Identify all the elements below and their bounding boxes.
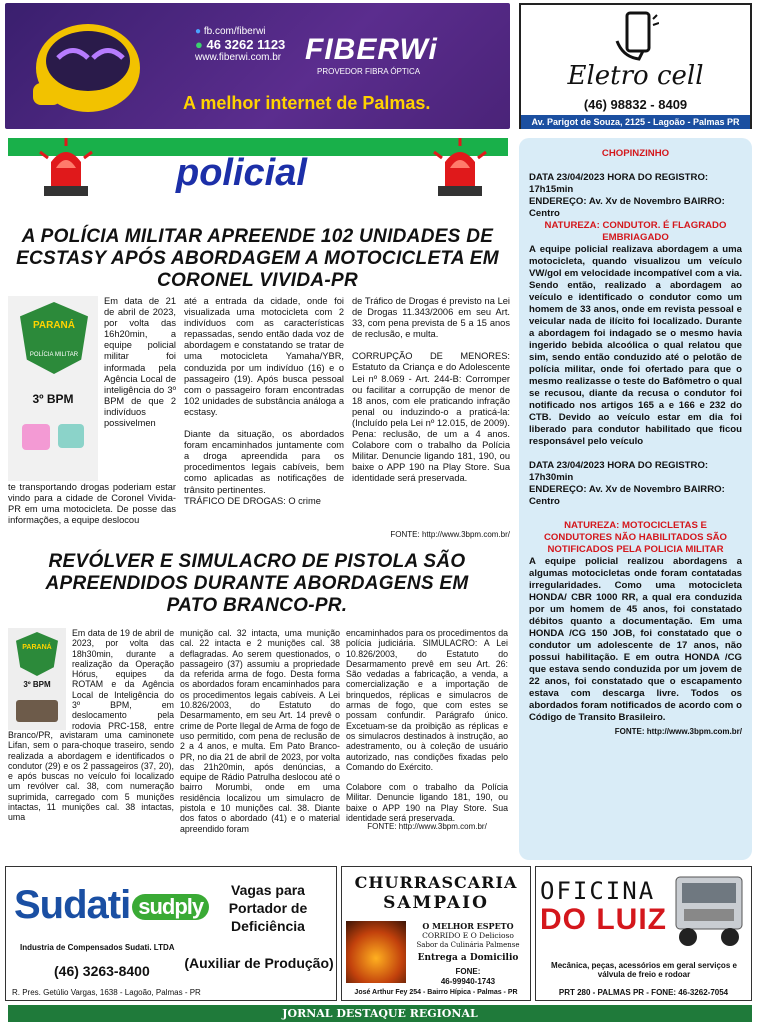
sudati-logo — [14, 883, 209, 928]
oficina-ad — [535, 866, 752, 1001]
section-title: policial — [176, 152, 307, 194]
article1-col3 — [352, 296, 510, 496]
pm-badge-icon — [20, 302, 88, 374]
sidebar-reports — [519, 138, 752, 860]
article1-photo — [8, 296, 98, 481]
article1-col2 — [184, 296, 344, 518]
sudati-phone: (46) 3263-8400 — [54, 963, 150, 979]
pm-badge-icon — [16, 632, 58, 676]
fiberwi-site: www.fiberwi.com.br — [195, 52, 282, 63]
whatsapp-icon: ● — [195, 37, 203, 52]
fiberwi-brand: FIBERWi — [305, 33, 438, 66]
churrascaria-line3: Sabor da Culinária Palmense — [416, 941, 520, 949]
oficina-title1: OFICINA — [540, 877, 656, 905]
revolver-image — [16, 700, 58, 722]
report2-date: DATA 23/04/2023 HORA DO REGISTRO: 17h30min — [529, 460, 709, 483]
badge-state-label: PARANÁ — [22, 644, 52, 651]
mascot-icon — [13, 13, 163, 123]
article1-col1-wrap: Em data de 21 de abril de 2023, por volta das 16h20min, a equipe policial militar foi informada pela Agência Local de inteligência do 3º BPM de que 2 indivíduos possivelmen — [104, 296, 176, 429]
churrascaria-address: José Arthur Fey 254 - Bairro Hípica - Palmas - PR — [354, 989, 518, 996]
facebook-icon: ● — [195, 26, 202, 37]
section-banner — [8, 138, 508, 204]
article2-photo — [8, 628, 66, 730]
article2-col2: munição cal. 32 intacta, uma munição cal. 22 intacta e 2 munições cal. 38 deflagradas. Ao serem questionados, o passageiro (37) assumiu a propriedade da referida arma de fogo. Desta forma os abordados foram encaminhados para os procedimentos legais cabíveis. A Lei 10.826/2003, do Estatuto do Desarmamento, em seu Art. 14 prevê o crime de Porte Ilegal de Arma de fogo de uso permitido, com pena de reclusão de 2 a 4 anos, e multa. Em Pato Branco-PR, no dia 21 de abril de 2023, por volta das 21h20min, após denúncias, a equipe de Rádio Patrulha deslocou até o bairro Morumbi, onde em uma residência localizou um simulacro de pistola e 10 munições cal. 38. Diante dos fatos o abordado (41) e o material apreendido foram — [180, 628, 340, 834]
report2-text: A equipe policial realizou abordagens a algumas motocicletas onde foram contatadas irregularidades. Como uma motocicleta HONDA/ CBR 1000 RR, a qual era conduzida por um homem de 45 anos, foi constatado débitos quanto a documentação. Em uma HONDA /CG 150 JOB, foi constatado que o condutor um adolescente de 17 anos, não possui habilitação. E em outra HONDA /CG que estava sendo conduzida por um jovem de 22 anos, foi constatado que o escapamento estava com descarga livre. Todos os abordados foram notificados de acordo com o Código de Transito Brasileiro. — [529, 556, 742, 723]
report1-address: ENDEREÇO: Av. Xv de Novembro BAIRRO: Centro — [529, 196, 725, 219]
sudati-ad — [5, 866, 337, 1001]
oficina-footer: PRT 280 - PALMAS PR - FONE: 46-3262-7054 — [558, 988, 729, 997]
article2-col3-p2: Colabore com o trabalho da Polícia Militar. Denuncie ligando 181, 190, ou baixe o APP 190 na Play Store. Sua identidade será preservada. — [346, 782, 508, 824]
eletro-cell-ad — [519, 3, 752, 129]
siren-right-icon — [430, 138, 490, 200]
unit-label: 3º BPM — [23, 680, 51, 689]
drug-bag-2 — [58, 424, 84, 448]
article1-headline: A POLÍCIA MILITAR APREENDE 102 UNIDADES DE ECSTASY APÓS ABORDAGEM A MOTOCICLETA EM CORONEL VIVIDA-PR — [16, 226, 499, 291]
sidebar-city: CHOPINZINHO — [601, 148, 670, 159]
badge-corp-label: POLÍCIA MILITAR — [29, 352, 79, 358]
article1-col2-p3: TRÁFICO DE DROGAS: O crime — [184, 495, 321, 506]
sudply-badge: sudply — [132, 894, 209, 920]
sudati-company: Industria de Compensados Sudati. LTDA — [20, 943, 175, 952]
oficina-title2: DO LUIZ — [540, 903, 667, 936]
drug-bag-1 — [22, 424, 50, 450]
article1-source: FONTE: http://www.3bpm.com.br/ — [390, 530, 510, 539]
eletro-cell-phone: (46) 98832 - 8409 — [583, 97, 688, 112]
barbecue-image — [346, 921, 406, 983]
fiberwi-slogan: A melhor internet de Palmas. — [183, 93, 431, 113]
sidebar-source: FONTE: http://www.3bpm.com.br/ — [614, 727, 742, 736]
fiberwi-social: fb.com/fiberwi — [203, 26, 266, 37]
article1-col2-p1: até a entrada da cidade, onde foi visualizada uma motocicleta com 2 indivíduos com as características repassadas, sendo então dada voz de abordagem e constatando se tratar de uma motocicleta Yamaha/YBR, conduzida por um indivíduo (16) e o passageiro (19). Após busca pessoal com o passageiro foram encontradas 102 unidades de substância análoga a ecstasy. — [184, 296, 344, 417]
fiberwi-contact — [195, 25, 285, 64]
report2-address: ENDEREÇO: Av. Xv de Novembro BAIRRO: Centro — [529, 484, 725, 507]
churrascaria-phone-label: FONE: — [455, 967, 481, 976]
eletro-cell-name: Eletro cell — [567, 61, 704, 91]
eletro-cell-address: Av. Parigot de Souza, 2125 - Lagoão - Palmas PR — [521, 115, 750, 129]
article2-headline: REVÓLVER E SIMULACRO DE PISTOLA SÃO APREENDIDOS DURANTE ABORDAGENS EM PATO BRANCO-PR. — [45, 551, 469, 616]
article2-col3-p1: encaminhados para os procedimentos da polícia judiciária. SIMULACRO: A Lei 10.826/2003, do Estatuto do Desarmamento prevê em seu Art. 26: São vedadas a fabricação, a venda, a comercialização e a importação de brinquedos, réplicas e simulacros de armas de fogo, que com estes se possam confundir. Parágrafo único. Excetuam-se da proibição as réplicas e os simulacros destinados à instrução, ao adestramento, ou à coleção de usuário autorizado, nas condições fixadas pelo Comando do Exército. — [346, 628, 508, 772]
article1-col3-p1: de Tráfico de Drogas é previsto na Lei de Drogas 11.343/2006 em seu Art. 33, com pena prevista de 5 a 15 anos de reclusão, e multa. — [352, 296, 510, 340]
fiberwi-tagline: PROVEDOR FIBRA ÓPTICA — [317, 67, 421, 76]
churrascaria-ad — [341, 866, 531, 1001]
vagas-title: Vagas para Portador de Deficiência — [228, 882, 308, 934]
report1-nature: NATUREZA: CONDUTOR. É FLAGRADO EMBRIAGADO — [544, 220, 727, 243]
newspaper-footer: JORNAL DESTAQUE REGIONAL — [8, 1005, 752, 1022]
churrascaria-line2: CORRIDO E O Delicioso — [422, 931, 514, 940]
article2-col1-wrap: Em data de 19 de abril de 2023, por volta das 18h30min, durante a realização da Operação Hórus, equipes da ROTAM e da Agência Local de Inteligência do 3º BPM, em deslocamento pela rodovia PRC-158, entre — [72, 628, 174, 730]
article2-col1-rest: Branco/PR, avistaram uma caminonete Lifan, sem o para-choque traseiro, sendo realizada a abordagem e identificados o condutor (29) e os 2 passageiros (37, 20), e após buscas no veículo foi localizado um revólver cal. 38, com numeração suprimida, carregado com 5 munições intactas, 11 munições cal. 38 intactas, uma — [8, 730, 174, 823]
churrascaria-name1: CHURRASCARIA — [354, 873, 518, 892]
article1-col3-p2: CORRUPÇÃO DE MENORES: Estatuto da Criança e do Adolescente Lei nº 8.069 - Art. 244-B: Corromper ou facilitar a corrupção de menor de 18 anos, com ele praticando infração penal ou induzindo-o a praticá-la: (Incluído pela Lei nº 12.015, de 2009). Pena: reclusão, de um a 4 anos. Colabore com o trabalho da Polícia Militar. Denuncie ligando 181, 190, ou baixe o APP 190 na Play Store. Sua identidade será preservada. — [352, 351, 510, 484]
fiberwi-ad — [5, 3, 510, 129]
vagas-subtitle: (Auxiliar de Produção) — [184, 955, 334, 971]
phone-hand-icon — [613, 11, 659, 61]
oficina-description: Mecânica, peças, acessórios em geral serviços e válvula de freio e rodoar — [551, 961, 737, 979]
sudati-brand: Sudati — [14, 883, 131, 927]
churrascaria-phone: 46-99940-1743 — [440, 977, 496, 986]
truck-icon — [666, 871, 750, 951]
fiberwi-phone: 46 3262 1123 — [206, 37, 286, 52]
report1-date: DATA 23/04/2023 HORA DO REGISTRO: 17h15min — [529, 172, 709, 195]
report1-text: A equipe policial realizava abordagem a uma motocicleta, quando visualizou um veículo VW/gol em velocidade incompatível com a via. Sendo então, realizado a abordagem ao veículo e identificado o condutor como um homem de 33 anos, onde em revista pessoal e veicular nada de ilícito foi localizado. Durante a abordagem foi indagado se o mesmo havia ingerido bebida alcoólica o qual relatou que sim, sendo então conduzido até o pelotão de polícia militar, onde foi ofertado para que o mesmo realizasse o teste do Bafômetro o qual se recusou, diante da recusa o condutor foi notificado nos artigos 165 a e 166 e 232 do CTB. Devido ao veículo estar em dia foi liberado para condutor habilitado que ficou responsável pelo veículo — [529, 244, 742, 447]
badge-state-label: PARANÁ — [32, 320, 76, 331]
article1-col1-rest: te transportando drogas poderiam estar vindo para a cidade de Coronel Vivida-PR em uma motocicleta. De posse das informações, a equipe deslocou — [8, 482, 176, 526]
siren-left-icon — [36, 138, 96, 200]
article2-col3 — [346, 628, 508, 823]
churrascaria-line4: Entrega a Domicilio — [417, 953, 519, 963]
churrascaria-name2: SAMPAIO — [383, 893, 489, 913]
article2-source: FONTE: http://www.3bpm.com.br/ — [367, 822, 487, 831]
churrascaria-line1: O MELHOR ESPETO — [422, 921, 514, 931]
article1-col2-p2: Diante da situação, os abordados foram encaminhados juntamente com a droga apreendida para os procedimentos legais cabíveis, bem como aplicadas as notificações de trânsito pertinentes. — [184, 429, 344, 495]
sudati-address: R. Pres. Getúlio Vargas, 1638 - Lagoão, Palmas - PR — [12, 988, 201, 997]
report2-nature: NATUREZA: MOTOCICLETAS E CONDUTORES NÃO HABILITADOS SÃO NOTIFICADOS PELA POLICIA MILITAR — [544, 520, 727, 555]
unit-label: 3º BPM — [32, 392, 74, 406]
